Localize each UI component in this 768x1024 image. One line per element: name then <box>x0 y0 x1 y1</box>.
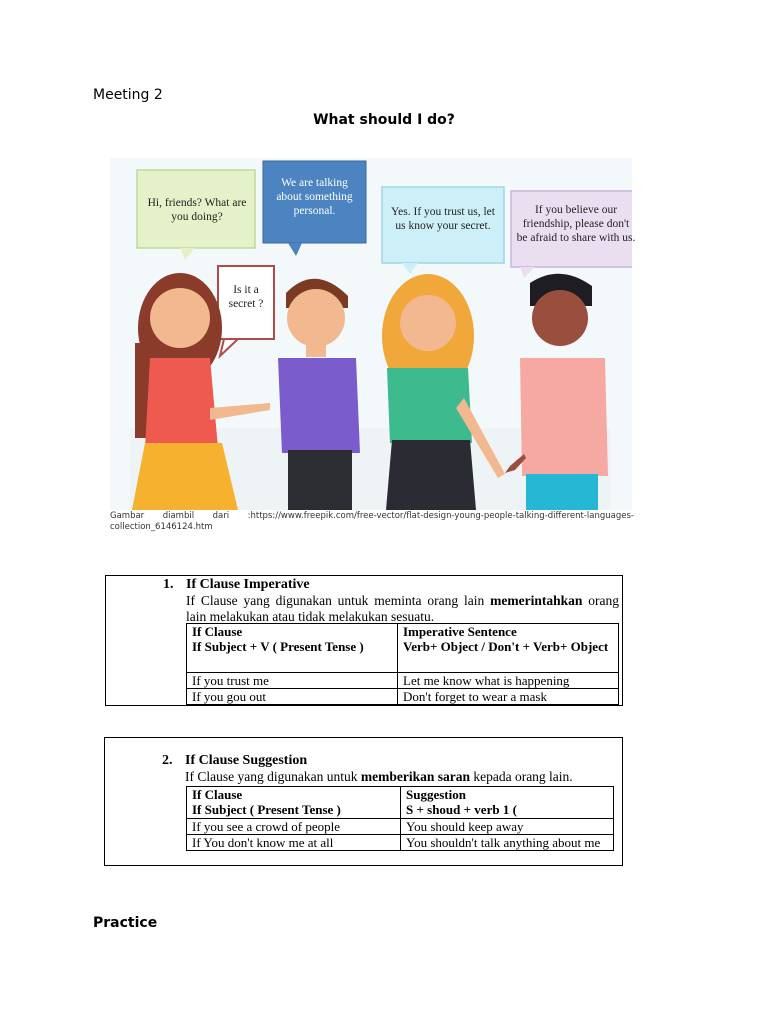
table-row: If You don't know me at all You shouldn't talk anything about me <box>187 835 614 851</box>
section-2-description: If Clause yang digunakan untuk memberikan saran kepada orang lain. <box>185 769 573 784</box>
col-header-if-clause: If Clause If Subject + V ( Present Tense ) <box>187 624 398 673</box>
image-caption: Gambar diambil dari :https://www.freepik.com/free-vector/flat-design-young-people-talking-different-languages-collection_6146124.htm <box>110 511 634 532</box>
table-row: If you see a crowd of people You should keep away <box>187 819 614 835</box>
bubble-4-text: If you believe our friendship, please don't be afraid to share with us. <box>516 204 636 244</box>
section-2-heading: If Clause Suggestion <box>185 753 308 768</box>
imperative-table <box>186 623 619 705</box>
col-header-suggestion: Suggestion S + shoud + verb 1 ( <box>401 787 614 819</box>
section-2-number: 2. <box>162 753 173 768</box>
bubble-3-text: Yes. If you trust us, let us know your secret. <box>391 206 495 232</box>
bubble-1-text: Hi, friends? What are you doing? <box>147 197 247 223</box>
bubble-5-text: Is it a secret ? <box>228 284 264 310</box>
section-1-number: 1. <box>163 577 174 592</box>
table-row: If you gou out Don't forget to wear a mask <box>187 689 619 705</box>
section-1-description: If Clause yang digunakan untuk meminta orang lain memerintahkan orang lain melakukan atau tidak melakukan sesuatu. <box>186 593 619 624</box>
section-1-heading: If Clause Imperative <box>186 577 310 592</box>
section-if-clause-imperative <box>105 575 623 706</box>
bubble-2-text: We are talking about something personal. <box>276 177 353 217</box>
meeting-label: Meeting 2 <box>93 87 163 103</box>
table-row: If you trust me Let me know what is happening <box>187 673 619 689</box>
section-if-clause-suggestion <box>104 737 623 866</box>
page-title: What should I do? <box>313 112 455 128</box>
col-header-if-clause: If Clause If Subject ( Present Tense ) <box>187 787 401 819</box>
suggestion-table <box>186 786 614 851</box>
col-header-imperative: Imperative Sentence Verb+ Object / Don't + Verb+ Object <box>398 624 619 673</box>
practice-heading: Practice <box>93 915 158 931</box>
